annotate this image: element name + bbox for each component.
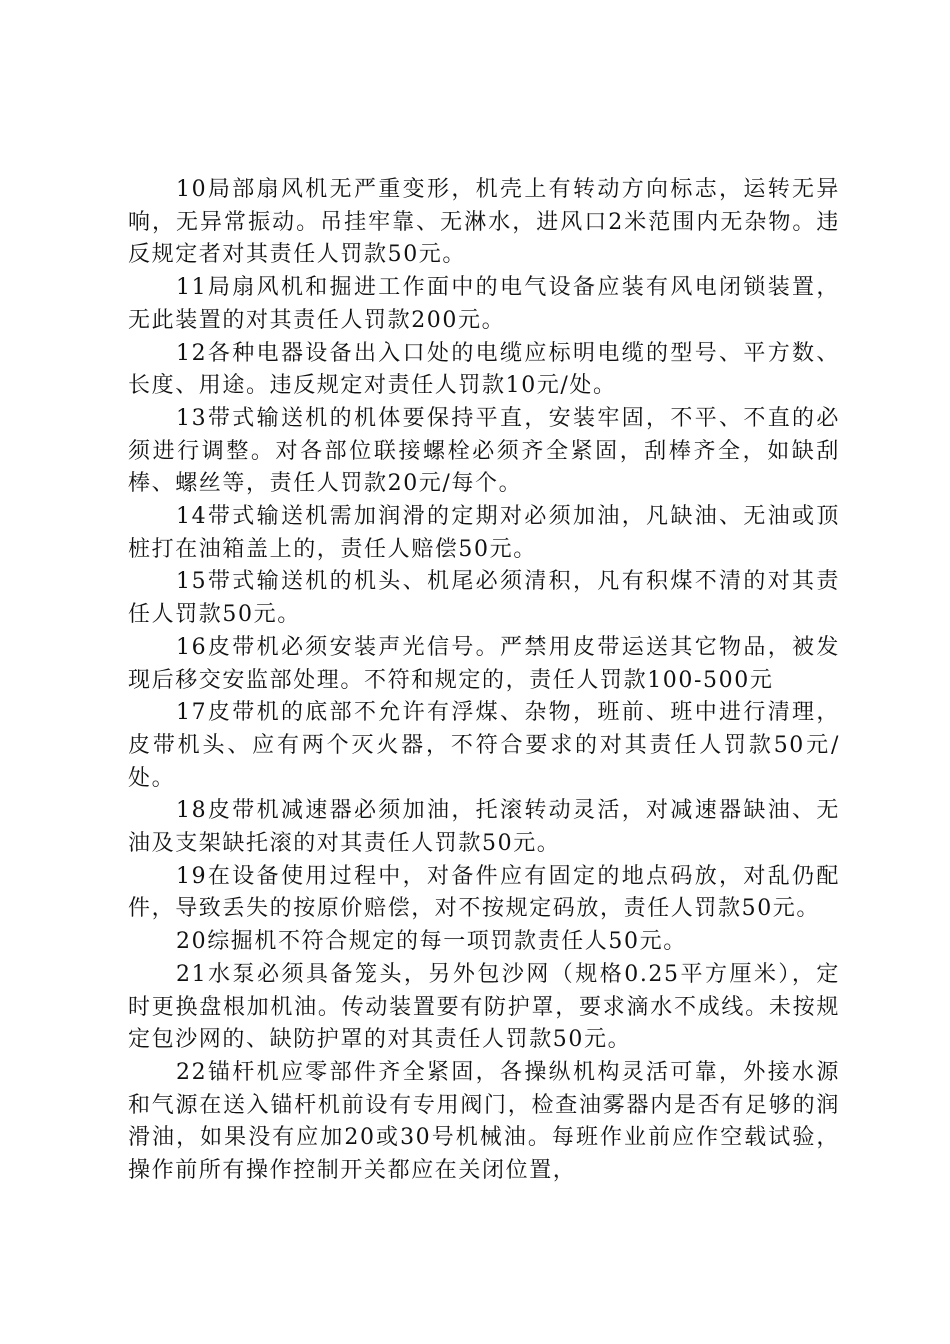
- paragraph-12: 12各种电器设备出入口处的电缆应标明电缆的型号、平方数、长度、用途。违反规定对责任人罚款10元/处。: [128, 340, 840, 399]
- paragraph-22: 22锚杆机应零部件齐全紧固，各操纵机构灵活可靠，外接水源和气源在送入锚杆机前设有专用阀门，检查油雾器内是否有足够的润滑油，如果没有应加20或30号机械油。每班作业前应作空载试验，操作前所有操作控制开关都应在关闭位置，: [128, 1059, 840, 1184]
- paragraph-17: 17皮带机的底部不允许有浮煤、杂物，班前、班中进行清理，皮带机头、应有两个灭火器，不符合要求的对其责任人罚款50元/处。: [128, 700, 840, 791]
- paragraph-19: 19在设备使用过程中，对备件应有固定的地点码放，对乱仍配件，导致丢失的按原价赔偿，对不按规定码放，责任人罚款50元。: [128, 863, 840, 922]
- document-body: [128, 174, 840, 1188]
- paragraph-15: 15带式输送机的机头、机尾必须清积，凡有积煤不清的对其责任人罚款50元。: [128, 569, 840, 628]
- paragraph-18: 18皮带机减速器必须加油，托滚转动灵活，对减速器缺油、无油及支架缺托滚的对其责任人罚款50元。: [128, 798, 840, 857]
- paragraph-14: 14带式输送机需加润滑的定期对必须加油，凡缺油、无油或顶桩打在油箱盖上的，责任人赔偿50元。: [128, 504, 840, 562]
- paragraph-11: 11局扇风机和掘进工作面中的电气设备应装有风电闭锁装置，无此装置的对其责任人罚款200元。: [128, 275, 840, 333]
- paragraph-10: 10局部扇风机无严重变形，机壳上有转动方向标志，运转无异响，无异常振动。吊挂牢靠、无淋水，进风口2米范围内无杂物。违反规定者对其责任人罚款50元。: [128, 177, 840, 268]
- paragraph-21: 21水泵必须具备笼头，另外包沙网（规格0.25平方厘米），定时更换盘根加机油。传动装置要有防护罩，要求滴水不成线。未按规定包沙网的、缺防护罩的对其责任人罚款50元。: [128, 961, 840, 1053]
- paragraph-20: 20综掘机不符合规定的每一项罚款责任人50元。: [176, 929, 687, 955]
- paragraph-16: 16皮带机必须安装声光信号。严禁用皮带运送其它物品，被发现后移交安监部处理。不符和规定的，责任人罚款100-500元: [128, 634, 840, 693]
- paragraph-13: 13带式输送机的机体要保持平直，安装牢固，不平、不直的必须进行调整。对各部位联接螺栓必须齐全紧固，刮棒齐全，如缺刮棒、螺丝等，责任人罚款20元/每个。: [128, 405, 840, 497]
